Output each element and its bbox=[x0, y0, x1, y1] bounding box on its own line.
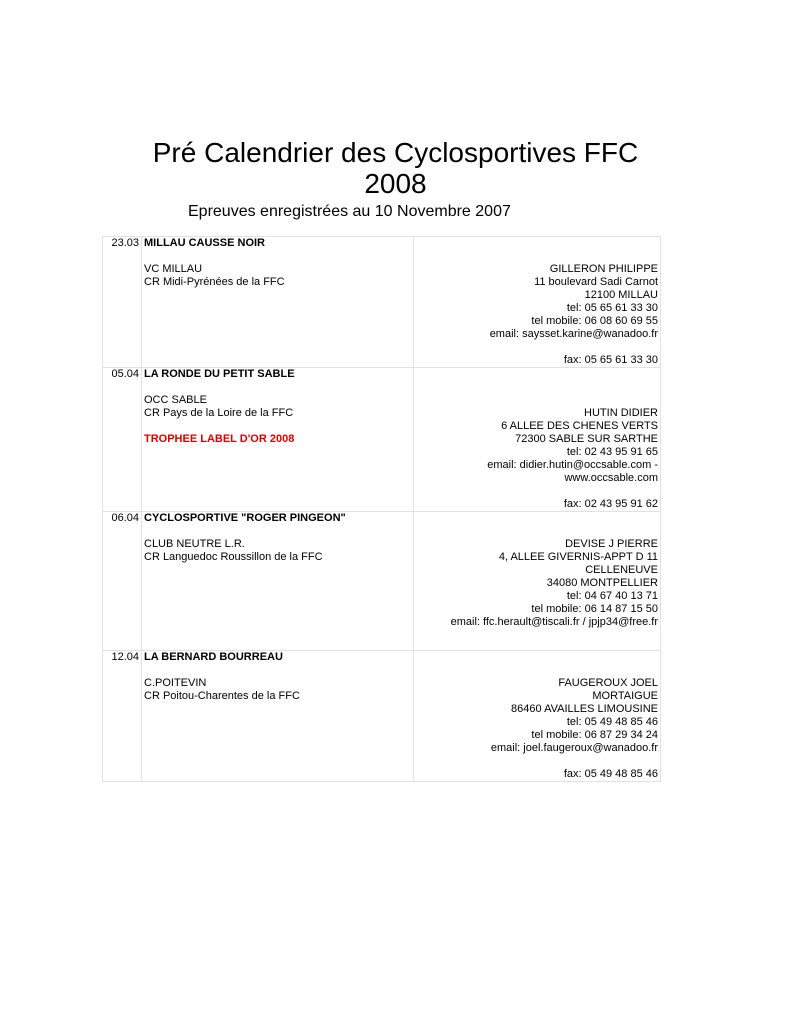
document-subtitle: Epreuves enregistrées au 10 Novembre 2007 bbox=[188, 203, 511, 220]
event-name: MILLAU CAUSSE NOIR bbox=[144, 237, 265, 249]
contact-fax: fax: 05 49 48 85 46 bbox=[563, 768, 658, 780]
contact-address: 4, ALLEE GIVERNIS-APPT D 11 bbox=[498, 551, 658, 563]
event-contact bbox=[414, 368, 661, 512]
event-committee: CR Languedoc Roussillon de la FFC bbox=[144, 551, 323, 563]
contact-email: email: didier.hutin@occsable.com - bbox=[487, 459, 658, 471]
contact-email: email: ffc.herault@tiscali.fr / jpjp34@free.fr bbox=[450, 616, 658, 628]
event-name: CYCLOSPORTIVE "ROGER PINGEON" bbox=[144, 512, 346, 524]
contact-tel: tel: 04 67 40 13 71 bbox=[566, 590, 658, 602]
contact-tel: tel: 05 65 61 33 30 bbox=[566, 302, 658, 314]
contact-tel: tel: 02 43 95 91 65 bbox=[566, 446, 658, 458]
table-row bbox=[103, 368, 661, 512]
contact-name: GILLERON PHILIPPE bbox=[549, 263, 658, 275]
contact-city: 34080 MONTPELLIER bbox=[546, 577, 658, 589]
event-club: OCC SABLE bbox=[144, 394, 207, 406]
event-club: CLUB NEUTRE L.R. bbox=[144, 538, 245, 550]
event-date: 23.03 bbox=[103, 237, 142, 368]
title-line-2: 2008 bbox=[364, 168, 427, 199]
table-row bbox=[103, 237, 661, 368]
table-row bbox=[103, 512, 661, 651]
event-label: TROPHEE LABEL D'OR 2008 bbox=[144, 433, 295, 445]
event-committee: CR Poitou-Charentes de la FFC bbox=[144, 690, 300, 702]
event-info bbox=[142, 651, 414, 782]
contact-fax: fax: 02 43 95 91 62 bbox=[563, 498, 658, 510]
contact-address-2: CELLENEUVE bbox=[585, 564, 658, 576]
event-date: 05.04 bbox=[103, 368, 142, 512]
event-club: C.POITEVIN bbox=[144, 677, 207, 689]
contact-mobile: tel mobile: 06 87 29 34 24 bbox=[531, 729, 658, 741]
title-line-1: Pré Calendrier des Cyclosportives FFC bbox=[152, 137, 639, 168]
contact-city: 12100 MILLAU bbox=[584, 289, 658, 301]
event-club: VC MILLAU bbox=[144, 263, 203, 275]
event-name: LA BERNARD BOURREAU bbox=[144, 651, 283, 663]
event-contact bbox=[414, 237, 661, 368]
event-contact bbox=[414, 651, 661, 782]
contact-web: www.occsable.com bbox=[564, 472, 658, 484]
contact-mobile: tel mobile: 06 08 60 69 55 bbox=[531, 315, 658, 327]
event-committee: CR Pays de la Loire de la FFC bbox=[144, 407, 294, 419]
contact-email: email: joel.faugeroux@wanadoo.fr bbox=[490, 742, 658, 754]
events-table bbox=[102, 236, 661, 782]
event-name: LA RONDE DU PETIT SABLE bbox=[144, 368, 295, 380]
contact-city: 86460 AVAILLES LIMOUSINE bbox=[511, 703, 658, 715]
contact-name: HUTIN DIDIER bbox=[584, 407, 658, 419]
contact-city: 72300 SABLE SUR SARTHE bbox=[515, 433, 658, 445]
event-info bbox=[142, 237, 414, 368]
contact-fax: fax: 05 65 61 33 30 bbox=[563, 354, 658, 366]
event-date: 06.04 bbox=[103, 512, 142, 651]
contact-address: 6 ALLEE DES CHENES VERTS bbox=[501, 420, 658, 432]
contact-name: FAUGEROUX JOEL bbox=[558, 677, 658, 689]
contact-email: email: saysset.karine@wanadoo.fr bbox=[489, 328, 658, 340]
event-info bbox=[142, 368, 414, 512]
contact-address: 11 boulevard Sadi Carnot bbox=[534, 276, 658, 288]
event-info bbox=[142, 512, 414, 651]
document-title bbox=[0, 137, 791, 199]
contact-address: MORTAIGUE bbox=[592, 690, 658, 702]
contact-mobile: tel mobile: 06 14 87 15 50 bbox=[531, 603, 658, 615]
event-date: 12.04 bbox=[103, 651, 142, 782]
contact-tel: tel: 05 49 48 85 46 bbox=[566, 716, 658, 728]
contact-name: DEVISE J PIERRE bbox=[565, 538, 658, 550]
event-contact bbox=[414, 512, 661, 651]
event-committee: CR Midi-Pyrénées de la FFC bbox=[144, 276, 285, 288]
table-row bbox=[103, 651, 661, 782]
